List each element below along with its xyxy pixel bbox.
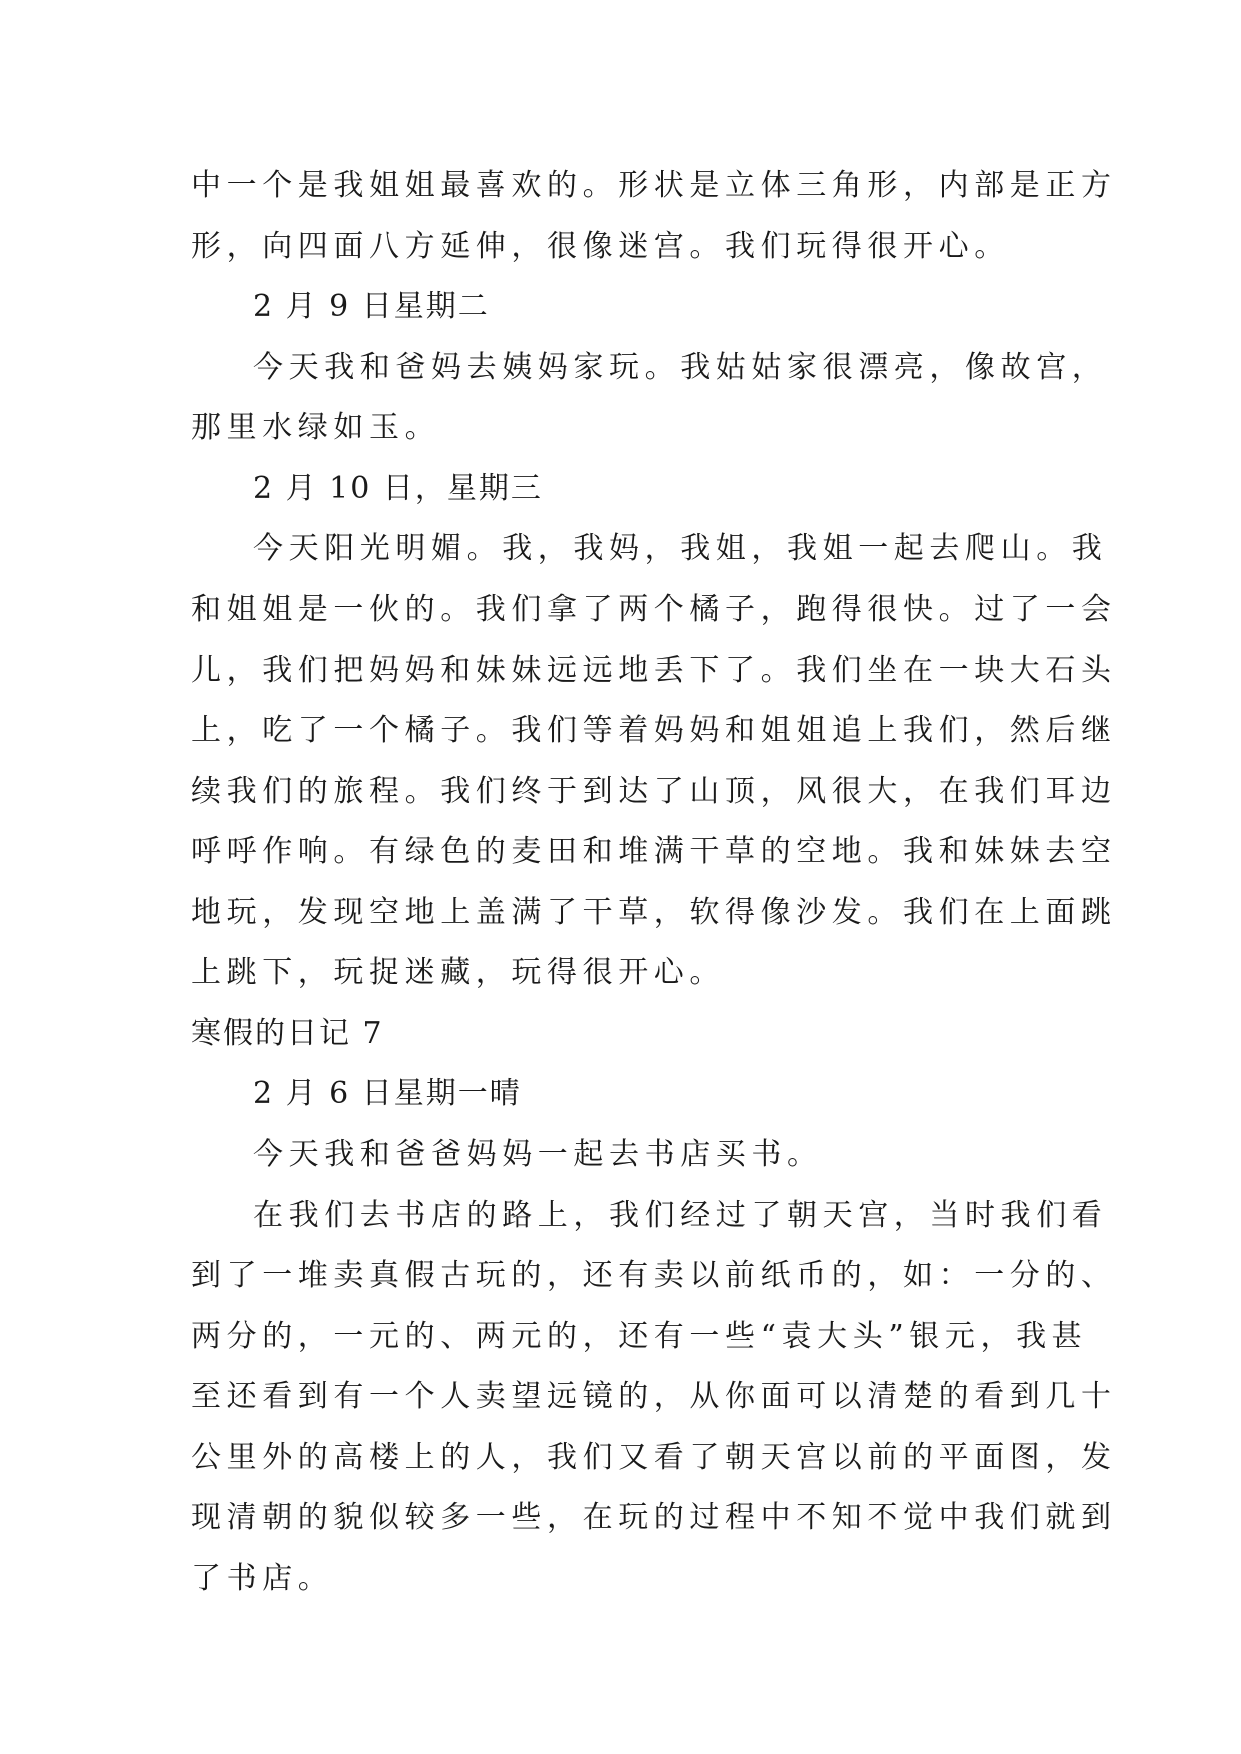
paragraph-line: 至还看到有一个人卖望远镜的，从你面可以清楚的看到几十 xyxy=(191,1379,1117,1414)
paragraph-line: 公里外的高楼上的人，我们又看了朝天宫以前的平面图，发 xyxy=(191,1440,1117,1475)
section-title: 寒假的日记 7 xyxy=(191,1016,384,1051)
paragraph-line: 到了一堆卖真假古玩的，还有卖以前纸币的，如：一分的、 xyxy=(191,1258,1117,1293)
paragraph-line: 形，向四面八方延伸，很像迷宫。我们玩得很开心。 xyxy=(191,229,1010,264)
paragraph-line: 上跳下，玩捉迷藏，玩得很开心。 xyxy=(191,955,725,990)
paragraph-line: 地玩，发现空地上盖满了干草，软得像沙发。我们在上面跳 xyxy=(191,895,1117,930)
paragraph-line: 今天我和爸爸妈妈一起去书店买书。 xyxy=(253,1137,823,1172)
diary-date-heading: 2 月 10 日，星期三 xyxy=(253,471,543,506)
paragraph-line: 中一个是我姐姐最喜欢的。形状是立体三角形，内部是正方 xyxy=(191,168,1117,203)
paragraph-line: 那里水绿如玉。 xyxy=(191,410,441,445)
diary-date-heading: 2 月 6 日星期一晴 xyxy=(253,1076,522,1111)
paragraph-line: 现清朝的貌似较多一些，在玩的过程中不知不觉中我们就到 xyxy=(191,1500,1117,1535)
paragraph-line: 和姐姐是一伙的。我们拿了两个橘子，跑得很快。过了一会 xyxy=(191,592,1117,627)
paragraph-line: 续我们的旅程。我们终于到达了山顶，风很大，在我们耳边 xyxy=(191,774,1117,809)
diary-date-heading: 2 月 9 日星期二 xyxy=(253,289,490,324)
paragraph-line: 今天阳光明媚。我，我妈，我姐，我姐一起去爬山。我 xyxy=(253,531,1108,566)
paragraph-line: 今天我和爸妈去姨妈家玩。我姑姑家很漂亮，像故宫， xyxy=(253,350,1108,385)
paragraph-line: 了书店。 xyxy=(191,1561,334,1596)
paragraph-line: 呼呼作响。有绿色的麦田和堆满干草的空地。我和妹妹去空 xyxy=(191,834,1117,869)
paragraph-line: 儿，我们把妈妈和妹妹远远地丢下了。我们坐在一块大石头 xyxy=(191,653,1117,688)
paragraph-line: 在我们去书店的路上，我们经过了朝天宫，当时我们看 xyxy=(253,1198,1108,1233)
paragraph-line: 上，吃了一个橘子。我们等着妈妈和姐姐追上我们，然后继 xyxy=(191,713,1117,748)
paragraph-line: 两分的，一元的、两元的，还有一些“袁大头”银元，我甚 xyxy=(191,1319,1088,1354)
